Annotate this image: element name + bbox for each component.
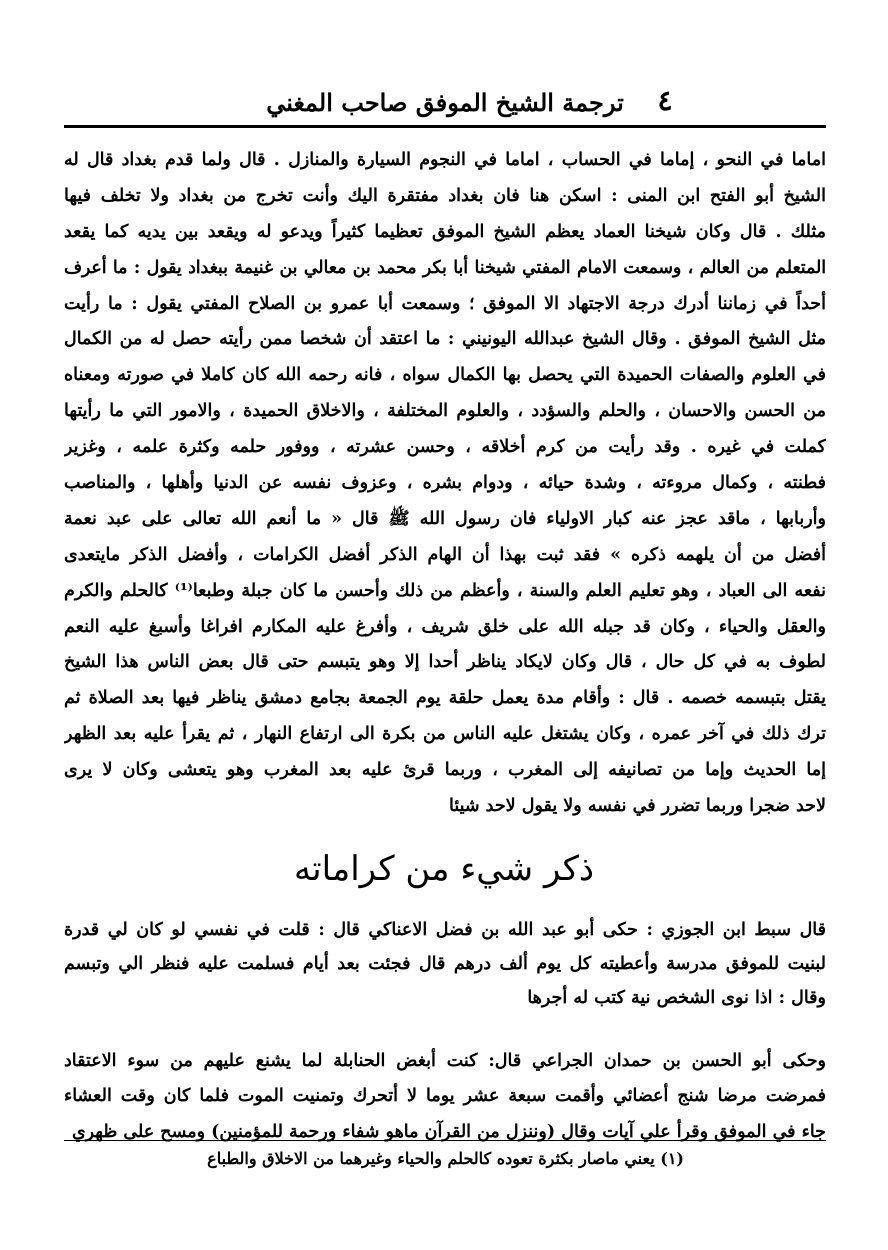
text-line: لبنيت للموفق مدرسة وأعطيته كل يوم ألف درهم قال فجئت بعد أيام فسلمت عليه فنظر الي وتبسم (64, 954, 826, 974)
text-line: من الحسن والاحسان ، والحلم والسؤدد ، والعلوم المختلفة ، والاخلاق الحميدة ، والامور التي ما رأيتها (64, 401, 826, 422)
text-line: الشيخ أبو الفتح ابن المنى : اسكن هنا فان بغداد مفتقرة اليك وأنت تخرج من بغداد ولا تخلف فيها (64, 185, 826, 206)
text-line: لاحد ضجرا وربما تضرر في نفسه ولا يقول لاحد شيئا (449, 796, 826, 817)
running-title: ترجمة الشيخ الموفق صاحب المغني (266, 88, 624, 117)
section-heading: ذكر شيء من كراماته (293, 849, 595, 889)
text-line: والعقل والحياء ، وكان قد جبله الله على خلق شريف ، وأفرغ عليه المكارم افراغا وأسبغ عليه النعم (64, 616, 826, 637)
text-line: جاء في الموفق وقرأ علي آيات وقال (وننزل من القرآن ماهو شفاء ورحمة للمؤمنين) ومسح على ظهري (71, 1121, 826, 1142)
text-line: يقتل بتبسمه خصمه . قال : وأقام مدة يعمل حلقة يوم الجمعة بجامع دمشق يناظر فيها بعد الصلاة ثم (64, 688, 826, 709)
text-line: وحكى أبو الحسن بن حمدان الجراعي قال: كنت أبغض الحنابلة لما يشنع عليهم من سوء الاعتقاد (64, 1051, 826, 1071)
body-paragraph-1 (64, 143, 826, 825)
text-line: اماما في النحو ، إماما في الحساب ، اماما في النجوم السيارة والمنازل . قال ولما قدم بغداد قال له (64, 150, 826, 170)
text-line: فمرضت مرضا شنج أعضائي وأقمت سبعة عشر يوما لا أتحرك وتمنيت الموت فلما كان وقت العشاء (64, 1086, 826, 1107)
footnote: (١) يعني ماصار بكثرة تعوده كالحلم والحياء وغيرهما من الاخلاق والطباع (207, 1149, 684, 1168)
text-line: كملت في غيره . وقد رأيت من كرم أخلاقه ، وحسن عشرته ، ووفور حلمه وكثرة علمه ، وغزير (64, 437, 826, 458)
body-paragraph-2 (64, 913, 826, 1015)
header-rule (64, 125, 826, 128)
body-paragraph-3 (64, 1044, 826, 1150)
text-line: نفعه الى العباد ، وهو تعليم العلم والسنة ، وأعظم من ذلك وأحسن ما كان جبلة وطبعا⁽¹⁾ كالحلم والكرم (64, 580, 826, 601)
text-line: مثلك . قال وكان شيخنا العماد يعظم الشيخ الموفق تعظيما كثيراً ويدعو له ويقعد بين يديه كما يقعد (64, 221, 826, 242)
text-line: وقال : اذا نوى الشخص نية كتب له أجرها (527, 988, 826, 1008)
footnote-rule (64, 1140, 826, 1141)
text-line: أحداً في زماننا أدرك درجة الاجتهاد الا الموفق ؛ وسمعت أبا عمرو بن الصلاح المفتي يقول : ما رأيت (64, 293, 826, 314)
page-header (0, 80, 888, 128)
text-line: فطنته ، وكمال مروءته ، وشدة حيائه ، ودوام بشره ، وعزوف نفسه عن الدنيا وأهلها ، والمناصب (64, 473, 826, 494)
page-number: ٤ (657, 84, 673, 117)
text-line: أفضل من أن يلهمه ذكره » فقد ثبت بهذا أن الهام الذكر أفضل الكرامات ، وأفضل الذكر مايتعدى (64, 544, 826, 565)
text-line: قال سبط ابن الجوزي : حكى أبو عبد الله بن فضل الاعناكي قال : قلت في نفسي لو كان لي قدرة (64, 920, 826, 940)
text-line: في العلوم والصفات الحميدة التي يحصل بها الكمال سواه ، فانه رحمه الله كان كاملا في صورته ومعناه (64, 365, 826, 386)
text-line: مثل الشيخ الموفق . وقال الشيخ عبدالله اليونيني : ما اعتقد أن شخصا ممن رأيته حصل له من الكمال (64, 329, 826, 350)
text-line: المتعلم من العالم ، وسمعت الامام المفتي شيخنا أبا بكر محمد بن معالي بن غنيمة ببغداد يقول : ما أعرف (64, 257, 826, 278)
text-line: إما الحديث وإما من تصانيفه إلى المغرب ، وربما قرئ عليه بعد المغرب وهو يتعشى وكان لا يرى (64, 760, 826, 781)
text-line: وأربابها ، ماقد عجز عنه كبار الاولياء فان رسول الله ﷺ قال « ما أنعم الله تعالى على عبد نعمة (64, 508, 826, 529)
text-line: ترك ذلك في آخر عمره ، وكان يشتغل عليه الناس من بكرة الى ارتفاع النهار ، ثم يقرأ عليه بعد الظهر (64, 724, 826, 745)
text-line: لطوف به في كل حال ، قال وكان لايكاد يناظر أحدا إلا وهو يتبسم حتى قال بعض الناس هذا الشيخ (64, 652, 826, 673)
